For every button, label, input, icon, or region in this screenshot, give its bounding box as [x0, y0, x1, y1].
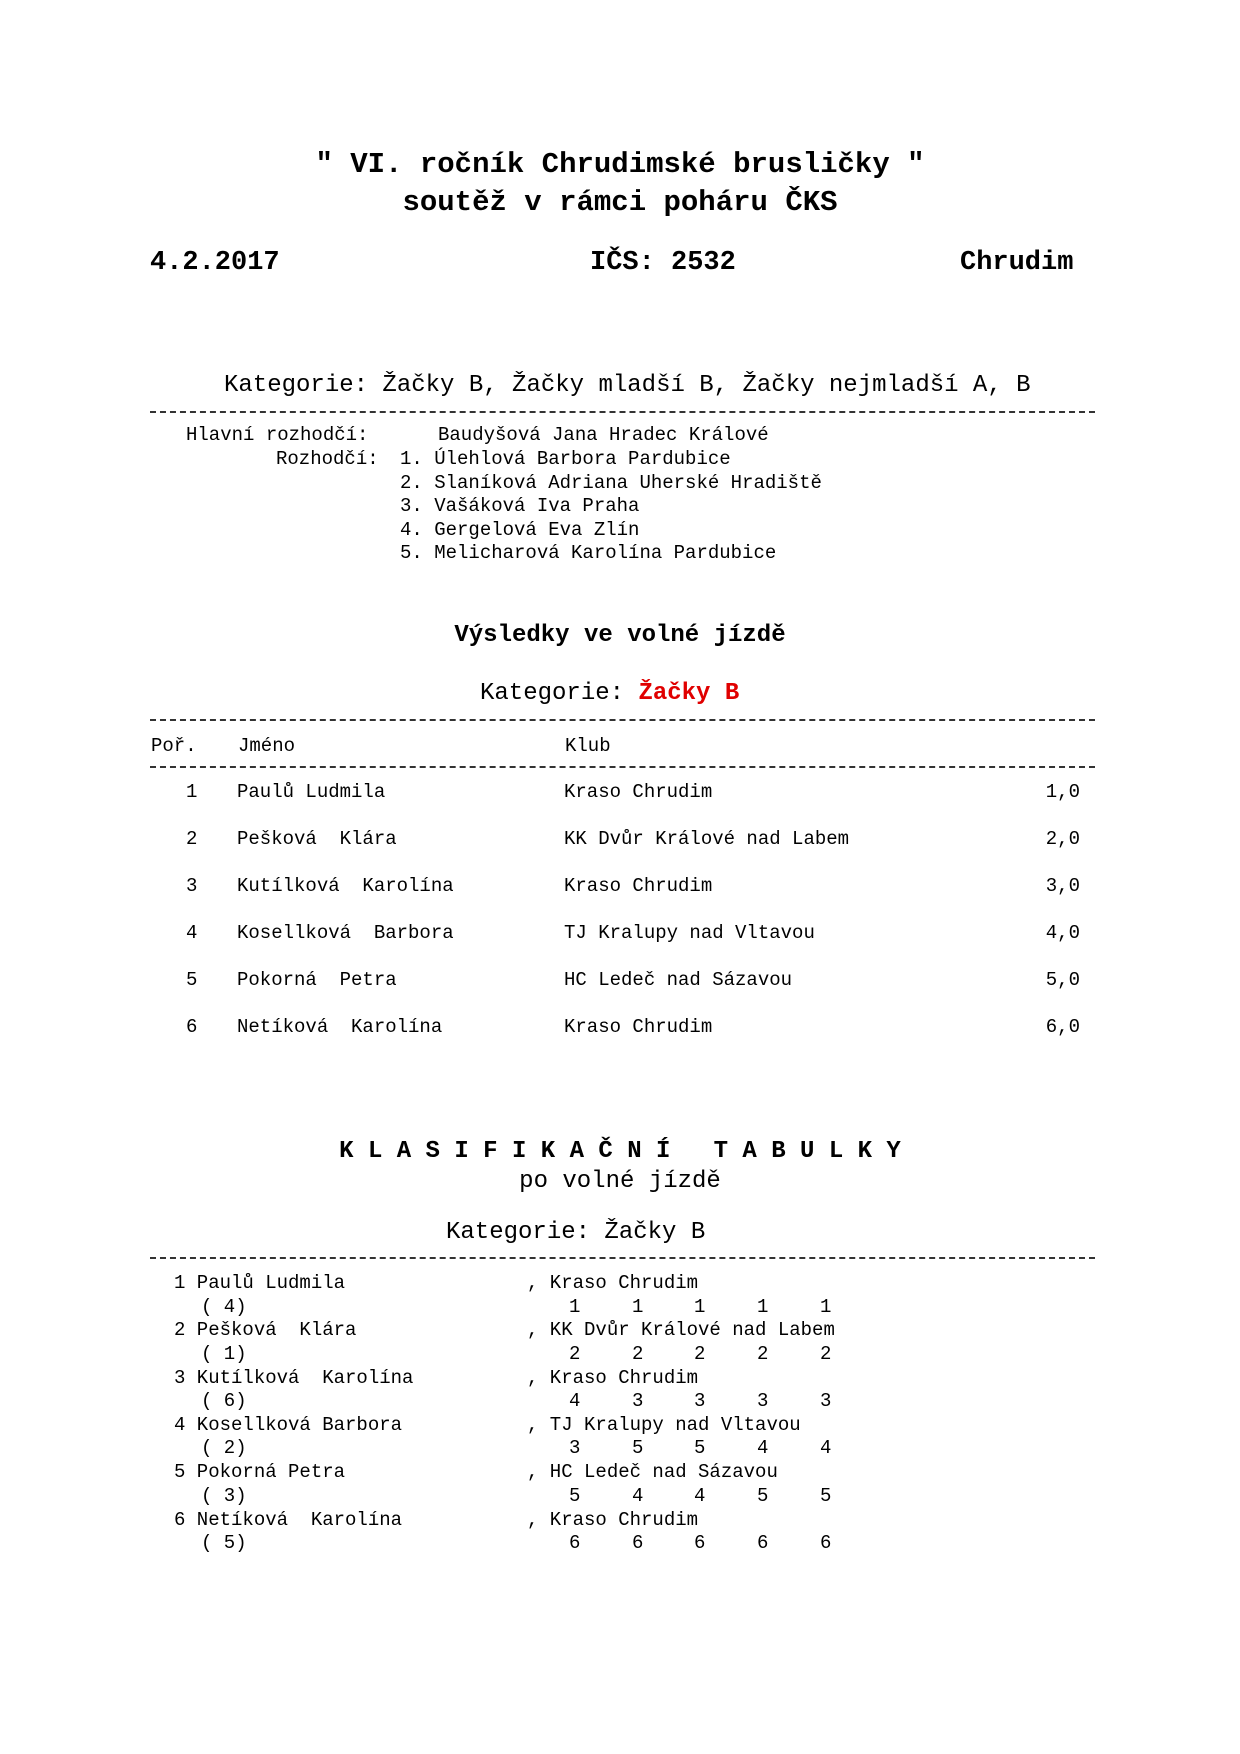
result-score: 5,0 [1045, 969, 1080, 991]
classification-club: , TJ Kralupy nad Vltavou [527, 1413, 801, 1436]
result-name: Kutílková Karolína [237, 875, 454, 897]
classification-club: , Kraso Chrudim [527, 1272, 699, 1294]
result-rank: 6 [186, 1016, 198, 1038]
categories-line: Kategorie: Žačky B, Žačky mladší B, Žačky nejmladší A, B [224, 372, 1031, 399]
event-date: 4.2.2017 [150, 248, 280, 278]
result-name: Pešková Klára [237, 828, 397, 850]
judge-entry: 3. Vašáková Iva Praha [400, 495, 640, 517]
classification-judge-mark: 5 [694, 1437, 706, 1460]
document-title: " VI. ročník Chrudimské brusličky " [315, 148, 925, 181]
classification-name: 3 Kutílková Karolína [174, 1366, 414, 1389]
classification-judge-mark: 6 [632, 1532, 644, 1554]
classification-category: Kategorie: Žačky B [446, 1219, 706, 1246]
classification-judge-mark: 3 [820, 1390, 832, 1413]
classification-name: 2 Pešková Klára [174, 1319, 357, 1342]
result-name: Kosellková Barbora [237, 922, 454, 944]
result-rank: 3 [186, 875, 198, 897]
result-name: Pokorná Petra [237, 969, 397, 991]
result-rank: 5 [186, 969, 198, 991]
classification-judge-mark: 4 [632, 1484, 644, 1507]
classification-name: 5 Pokorná Petra [174, 1461, 346, 1484]
column-header-name: Jméno [238, 735, 296, 757]
divider [150, 411, 1095, 413]
judge-entry: 4. Gergelová Eva Zlín [400, 518, 640, 541]
classification-start-number: ( 6) [201, 1390, 247, 1413]
results-category [480, 680, 739, 707]
classification-judge-mark: 5 [569, 1484, 581, 1507]
result-club: Kraso Chrudim [564, 875, 713, 897]
judges-label: Rozhodčí: [276, 448, 379, 470]
classification-judge-mark: 2 [569, 1342, 581, 1365]
classification-judge-mark: 4 [569, 1390, 581, 1413]
classification-judge-mark: 6 [820, 1532, 832, 1554]
divider [150, 766, 1095, 768]
classification-start-number: ( 4) [201, 1295, 247, 1318]
results-category-label: Kategorie: [480, 680, 625, 707]
classification-judge-mark: 2 [820, 1342, 832, 1365]
result-club: Kraso Chrudim [564, 781, 713, 803]
result-name: Paulů Ludmila [237, 781, 386, 803]
classification-judge-mark: 1 [632, 1295, 644, 1318]
classification-club: , Kraso Chrudim [527, 1508, 699, 1531]
document-subtitle: soutěž v rámci poháru ČKS [402, 186, 838, 219]
column-header-rank: Poř. [151, 735, 197, 757]
result-club: Kraso Chrudim [564, 1016, 713, 1038]
result-score: 3,0 [1045, 875, 1080, 897]
classification-judge-mark: 6 [569, 1532, 581, 1554]
classification-club: , HC Ledeč nad Sázavou [527, 1461, 778, 1484]
classification-judge-mark: 2 [632, 1342, 644, 1365]
result-club: TJ Kralupy nad Vltavou [564, 922, 815, 944]
column-header-club: Klub [565, 735, 611, 757]
classification-judge-mark: 1 [569, 1295, 581, 1318]
classification-name: 1 Paulů Ludmila [174, 1272, 346, 1294]
result-score: 1,0 [1045, 781, 1080, 803]
classification-judge-mark: 2 [757, 1342, 769, 1365]
result-rank: 1 [186, 781, 198, 803]
chief-judge-label: Hlavní rozhodčí: [186, 424, 369, 446]
classification-start-number: ( 2) [201, 1437, 247, 1460]
classification-heading: K L A S I F I K A Č N Í T A B U L K Y [339, 1138, 901, 1165]
divider [150, 1257, 1095, 1259]
classification-judge-mark: 1 [820, 1295, 832, 1318]
divider [150, 719, 1095, 721]
event-city: Chrudim [960, 248, 1074, 278]
classification-judge-mark: 4 [694, 1484, 706, 1507]
classification-judge-mark: 3 [694, 1390, 706, 1413]
classification-judge-mark: 6 [694, 1532, 706, 1554]
classification-judge-mark: 6 [757, 1532, 769, 1554]
classification-judge-mark: 3 [569, 1437, 581, 1460]
classification-judge-mark: 1 [757, 1295, 769, 1318]
classification-start-number: ( 5) [201, 1532, 247, 1554]
classification-subheading: po volné jízdě [519, 1168, 721, 1195]
event-ics: IČS: 2532 [590, 248, 736, 278]
classification-start-number: ( 3) [201, 1484, 247, 1507]
classification-judge-mark: 4 [757, 1437, 769, 1460]
classification-judge-mark: 5 [632, 1437, 644, 1460]
classification-start-number: ( 1) [201, 1342, 247, 1365]
result-rank: 2 [186, 828, 198, 850]
judge-entry: 1. Úlehlová Barbora Pardubice [400, 448, 731, 470]
judge-entry: 5. Melicharová Karolína Pardubice [400, 542, 777, 564]
classification-judge-mark: 2 [694, 1342, 706, 1365]
classification-judge-mark: 4 [820, 1437, 832, 1460]
judge-entry: 2. Slaníková Adriana Uherské Hradiště [400, 471, 822, 494]
results-category-name: Žačky B [638, 680, 740, 707]
classification-club: , KK Dvůr Králové nad Labem [527, 1319, 835, 1342]
result-rank: 4 [186, 922, 198, 944]
result-score: 4,0 [1045, 922, 1080, 944]
results-heading: Výsledky ve volné jízdě [454, 622, 786, 649]
result-score: 6,0 [1045, 1016, 1080, 1038]
result-club: KK Dvůr Králové nad Labem [564, 828, 850, 850]
classification-club: , Kraso Chrudim [527, 1366, 699, 1389]
classification-judge-mark: 3 [632, 1390, 644, 1413]
classification-judge-mark: 3 [757, 1390, 769, 1413]
classification-judge-mark: 1 [694, 1295, 706, 1318]
result-name: Netíková Karolína [237, 1016, 443, 1038]
result-score: 2,0 [1045, 828, 1080, 850]
chief-judge-name: Baudyšová Jana Hradec Králové [438, 424, 769, 446]
classification-name: 6 Netíková Karolína [174, 1508, 403, 1531]
classification-judge-mark: 5 [757, 1484, 769, 1507]
classification-name: 4 Kosellková Barbora [174, 1413, 403, 1436]
result-club: HC Ledeč nad Sázavou [564, 969, 793, 991]
classification-judge-mark: 5 [820, 1484, 832, 1507]
